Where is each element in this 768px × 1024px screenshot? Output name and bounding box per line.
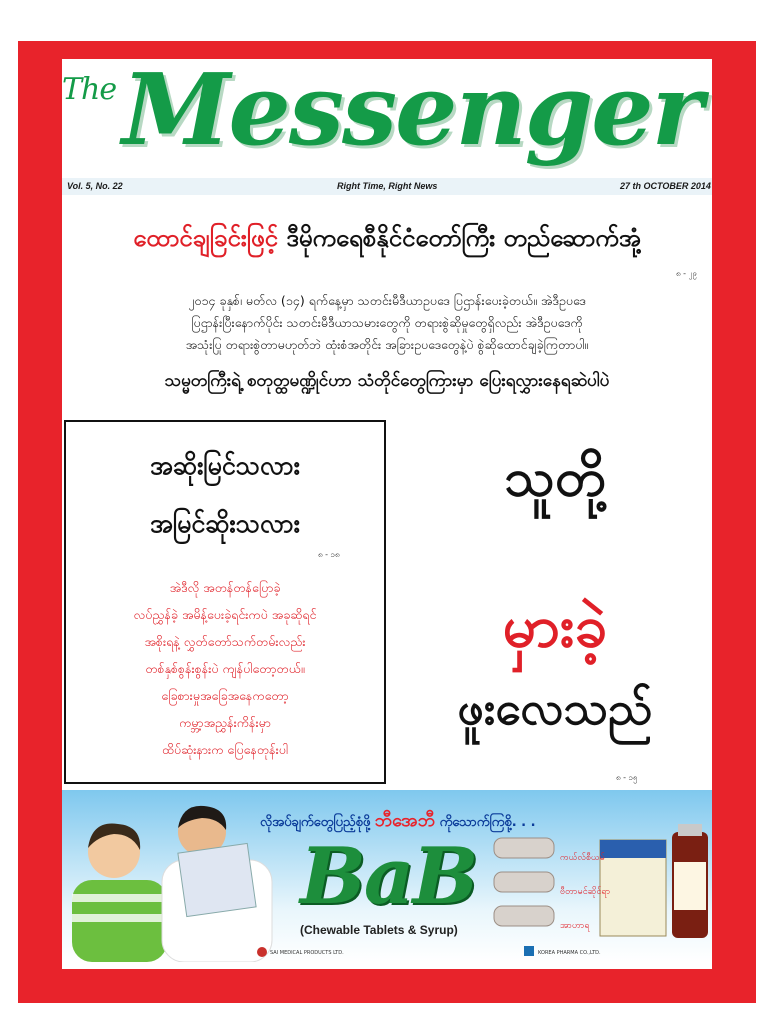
ad-tagline-end: ကိုသောက်ကြစို့. . .	[439, 815, 536, 830]
shirt-stripe	[72, 914, 167, 922]
story-heading-1: အဆိုးမြင်သလား	[149, 451, 301, 480]
lead-line: ပြဌာန်းပြီးနောက်ပိုင်း သတင်းမီဒီယာသမားတွေကို တရားစွဲဆိုမှုတွေရှိလည်း အဲဒီဥပဒေကို	[191, 315, 583, 330]
story-heading-2: အမြင်ဆိုးသလား	[149, 509, 301, 538]
bottle-cap	[678, 824, 702, 836]
feature-line-3: ဖူးလေသည်	[457, 681, 653, 735]
lead-subheadline: သမ္မတကြီးရဲ့ စတုတ္ထမဏ္ဍိုင်ဟာ သံတိုင်တွေကြားမှာ ပြေးရလွှားနေရဆဲပါပဲ	[164, 371, 610, 391]
story-line: တစ်နှစ်စွန်းစွန်းပဲ ကျန်ပါတော့တယ်။	[145, 661, 305, 676]
ad-subtitle: (Chewable Tablets & Syrup)	[300, 923, 458, 937]
feature-line-1: သူတို့	[504, 448, 606, 508]
benefit-label: အာဟာရ	[560, 921, 590, 931]
issue-date: 27 th OCTOBER 2014	[620, 181, 711, 191]
benefit-label: ဗီတာမင်ဆိုင်ရာ	[560, 887, 611, 897]
tablet-strip	[494, 872, 554, 892]
ad-company-left: SAI MEDICAL PRODUCTS LTD.	[270, 950, 344, 956]
benefit-label: ကယ်လ်စီယမ်	[560, 853, 605, 863]
lead-line: အသုံးပြု တရားစွဲတာမဟုတ်ဘဲ ထုံးစံအတိုင်း အခြားဥပဒေတွေနဲ့ပဲ စွဲဆိုထောင်ချခဲ့ကြတာပါ။	[185, 337, 589, 352]
ad-tagline-start: လိုအပ်ချက်တွေပြည့်စုံဖို့	[260, 815, 371, 830]
story-line: ကမ္ဘာ့အညွှန်းကိန်းမှာ	[179, 715, 271, 730]
feature-line-2: မှားခဲ့	[502, 592, 608, 660]
product-box-band	[600, 840, 666, 858]
story-line: အစိုးရနဲ့ လွှတ်တော်သက်တမ်းလည်း	[144, 634, 306, 649]
ad-tagline-brand: ဘီအေဘီ	[374, 810, 436, 831]
company-logo-left-icon	[257, 947, 267, 957]
tablet-strip	[494, 906, 554, 926]
magazine	[178, 843, 256, 916]
feature-page-ref: ၈ - ၁၅	[616, 773, 638, 782]
company-logo-right-icon	[524, 946, 534, 956]
story-line: အဲဒီလို အတန်တန်ပြောခဲ့	[169, 580, 281, 595]
shirt-stripe	[72, 894, 167, 902]
issue-strip	[62, 178, 712, 195]
ad-company-right: KOREA PHARMA CO.,LTD.	[538, 950, 601, 956]
story-body	[64, 574, 386, 763]
masthead-title: Messenger	[122, 53, 702, 168]
lead-line: ၂၀၁၄ ခုနှစ်၊ မတ်လ (၁၄) ရက်နေ့မှာ သတင်းမီဒီယာဥပဒေ ပြဌာန်းပေးခဲ့တယ်။ အဲဒီဥပဒေ	[188, 293, 586, 308]
bottle-label	[674, 862, 706, 910]
headline-red: ထောင်ချခြင်းဖြင့်	[133, 224, 278, 252]
lead-paragraph	[80, 290, 694, 356]
story-line: ထိပ်ဆုံးနားက ပြေနေတုန်းပါ	[161, 742, 289, 757]
story-page-ref: ၈ - ၁၈	[318, 550, 340, 559]
ad-brand-logo: BaB	[300, 831, 477, 922]
lead-headline	[62, 222, 712, 258]
issue-tagline: Right Time, Right News	[337, 181, 438, 191]
headline-page-ref: ၈ - ၂၉	[676, 269, 697, 278]
headline-black: ဒီမိုကရေစီနိုင်ငံတော်ကြီး တည်ဆောက်အုံ့	[286, 224, 641, 252]
masthead-the: The	[62, 72, 117, 107]
story-line: လပ်ညွှန်ခဲ့ အမိန့်ပေးခဲ့ရင်းကပဲ အခုဆိုရင်	[133, 607, 317, 622]
tablet-strip	[494, 838, 554, 858]
issue-volume: Vol. 5, No. 22	[67, 181, 123, 191]
story-line: ခြေစားမှုအခြေအနေကတော့	[161, 688, 289, 703]
